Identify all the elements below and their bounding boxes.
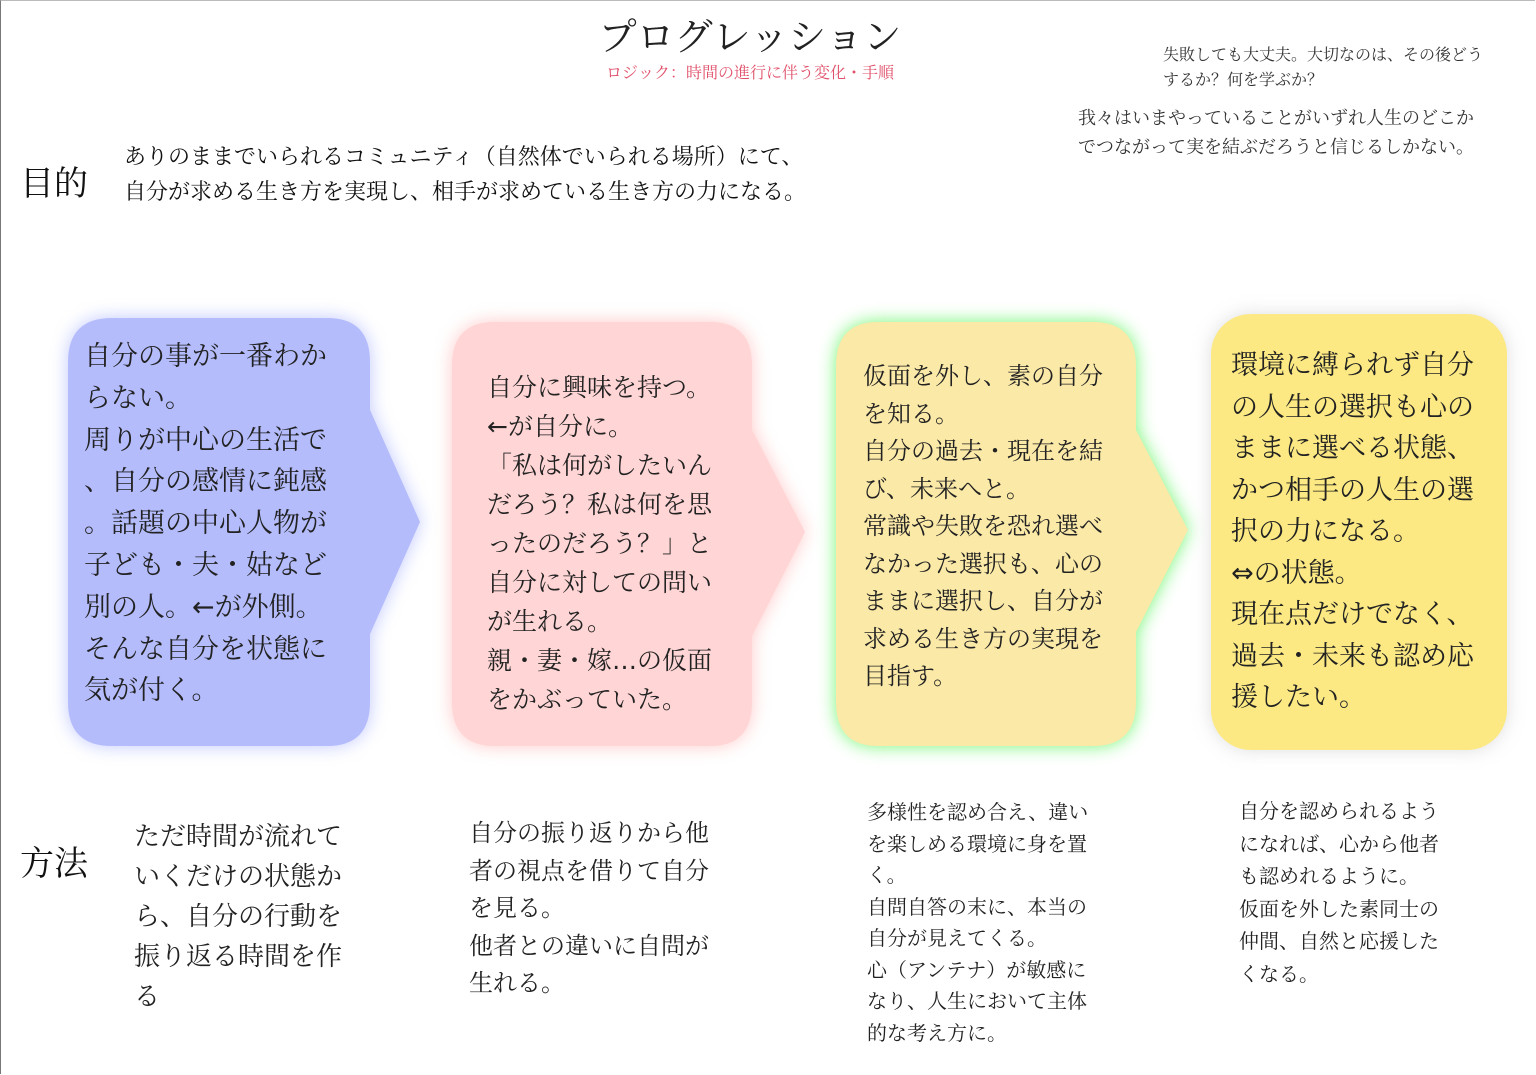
step-line: 援したい。 [1231,682,1366,713]
step-line: ままに選択し、自分が [863,587,1103,615]
step-line: 自分の事が一番わか [84,341,327,372]
method-line: ただ時間が流れて [134,822,343,852]
step-1-text [84,336,369,712]
step-line: 過去・未来も認め応 [1231,640,1474,672]
note-line: 失敗しても大丈夫。大切なのは、その後どう [1163,45,1484,64]
step-line: 環境に縛られず自分 [1231,350,1474,381]
method-line: いくだけの状態か [134,862,343,892]
method-2-text [469,815,749,1003]
step-line: 別の人。←が外側。 [84,591,323,623]
step-line: の人生の選択も心の [1231,391,1474,423]
method-line: になれば、心から他者 [1239,831,1439,856]
method-line: くなる。 [1239,961,1319,986]
step-line: 自分の過去・現在を結 [863,437,1103,465]
step-2-text [487,368,747,719]
step-line: そんな自分を状態に [84,633,327,665]
purpose-label: 目的 [20,164,88,204]
method-4-text [1239,795,1499,990]
purpose-line: 自分が求める生き方を実現し、相手が求めている生き方の力になる。 [124,180,807,205]
step-line: 親・妻・嫁…の仮面 [487,646,713,675]
method-line: 生れる。 [469,969,565,997]
method-line: なり、人生において主体 [867,989,1087,1013]
method-line: を楽しめる環境に身を置 [867,831,1087,856]
step-line: 自分に興味を持つ。 [487,373,712,402]
step-line: 子ども・夫・姑など [84,549,327,581]
method-line: 仲間、自然と応援した [1239,929,1439,953]
method-line: を見る。 [469,894,565,922]
method-label: 方法 [20,844,88,884]
method-line: 多様性を認め合え、違い [867,800,1089,824]
method-line: 心（アンテナ）が敏感に [867,957,1087,982]
purpose-line: ありのままでいられるコミュニティ（自然体でいられる場所）にて、 [124,145,804,170]
method-line: 自分の振り返りから他 [469,819,709,847]
method-line: る [134,982,161,1012]
step-line: 目指す。 [863,662,958,690]
page-title: プログレッション [598,15,902,59]
method-line: 自問自答の末に、本当の [867,894,1087,919]
method-line: 他者との違いに自問が [469,931,709,960]
step-line: らない。 [84,382,192,414]
step-line: ←が自分に。 [487,412,633,441]
step-line: を知る。 [863,399,959,428]
step-line: 、自分の感情に鈍感 [84,466,327,498]
step-line: 求める生き方の実現を [863,624,1103,653]
step-line: ままに選べる状態、 [1231,433,1474,464]
step-4-text [1231,345,1511,719]
step-line: 。話題の中心人物が [84,508,327,540]
step-line: び、未来へと。 [863,474,1031,503]
page-subtitle: ロジック：時間の進行に伴う変化・手順 [605,63,894,82]
step-3-text [863,358,1138,696]
method-line: も認めれるように。 [1239,864,1419,888]
method-line: く。 [867,863,907,887]
method-line: 者の視点を借りて自分 [469,856,709,885]
step-line: だろう？私は何を思 [487,490,713,519]
method-line: 自分が見えてくる。 [867,926,1047,950]
note-line: でつながって実を結ぶだろうと信じるしかない。 [1078,137,1474,158]
step-line: かつ相手の人生の選 [1231,474,1474,506]
step-line: 「私は何がしたいん [487,451,713,480]
method-line: 振り返る時間を作 [134,942,343,972]
step-line: なかった選択も、心の [863,549,1103,578]
step-line: 自分に対しての問い [487,568,713,597]
method-line: 自分を認められるよう [1239,799,1439,823]
step-line: ったのだろう？」と [487,529,713,558]
method-1-text [134,817,374,1017]
note-line: 我々はいまやっていることがいずれ人生のどこか [1078,108,1474,129]
note-line: するか？何を学ぶか？ [1163,70,1324,89]
method-line: ら、自分の行動を [134,902,343,932]
step-line: 現在点だけでなく、 [1231,599,1474,630]
step-line: をかぶっていた。 [487,685,688,714]
method-line: 仮面を外した素同士の [1239,896,1439,921]
step-line: ⇔の状態。 [1231,557,1362,589]
step-line: 常識や失敗を恐れ選べ [863,512,1103,540]
step-line: 気が付く。 [84,675,219,707]
method-3-text [867,797,1127,1049]
step-line: 周りが中心の生活で [84,424,327,456]
step-line: が生れる。 [487,607,613,636]
method-line: 的な考え方に。 [867,1020,1007,1045]
step-line: 仮面を外し、素の自分 [863,362,1103,390]
step-line: 択の力になる。 [1231,516,1420,547]
